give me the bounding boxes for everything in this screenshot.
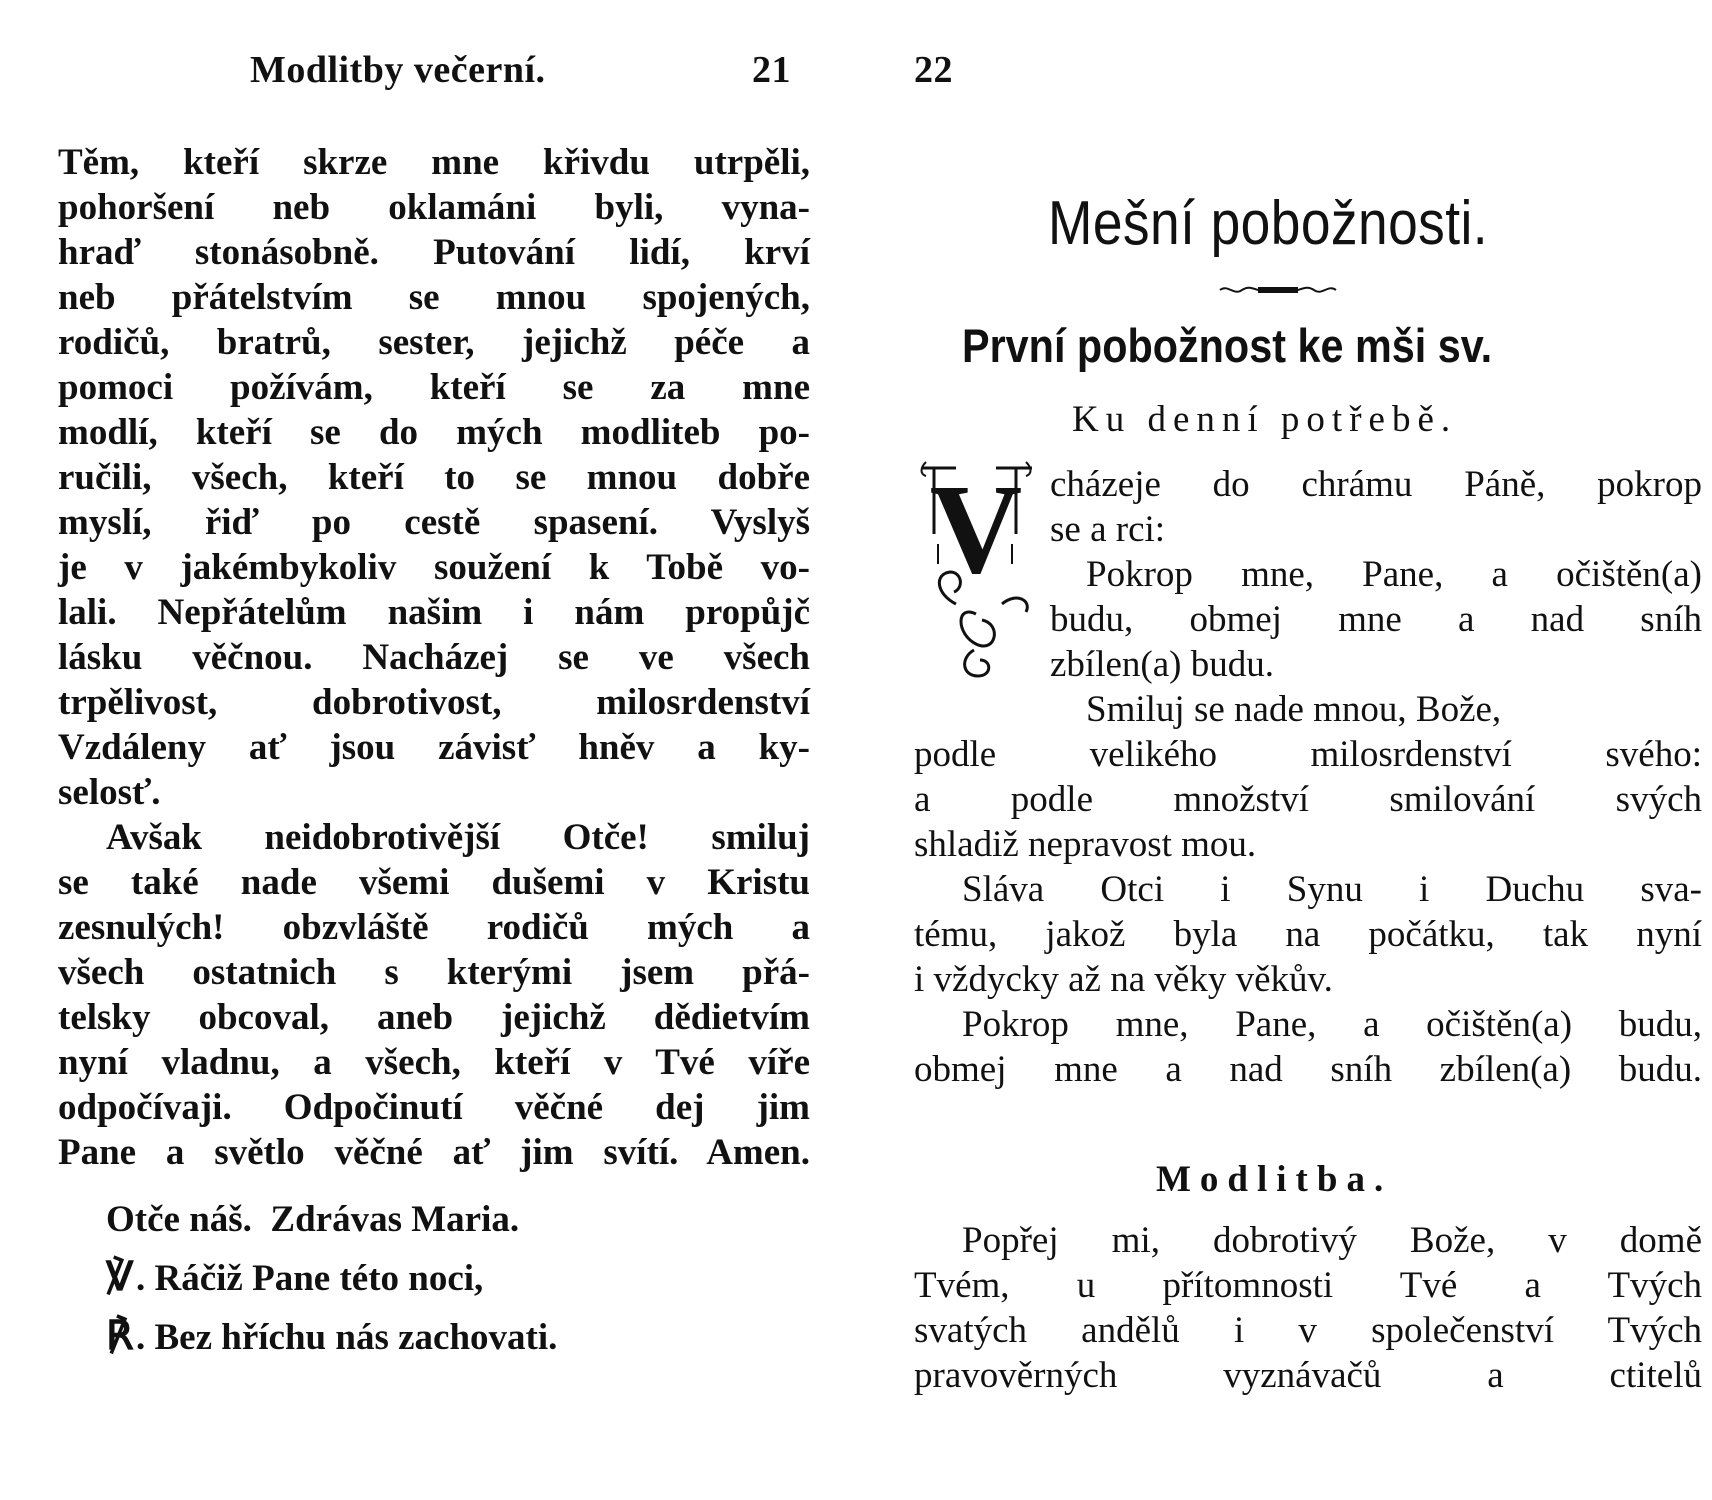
- text-line: Sláva Otci i Synu i Duchu sva-: [962, 869, 1702, 910]
- left-body-text: [58, 140, 810, 1360]
- text-line: zesnulých! obzvláště rodičů mých a: [58, 907, 810, 948]
- response-symbol: ℟: [106, 1313, 134, 1358]
- text-line: rodičů, bratrů, sester, jejichž péče a: [58, 322, 810, 363]
- text-line: se a rci:: [1050, 509, 1166, 550]
- right-body-text: [914, 732, 1702, 1092]
- response-text: . Bez hříchu nás zachovati.: [136, 1317, 558, 1358]
- text-line: Popřej mi, dobrotivý Bože, v domě: [962, 1220, 1702, 1261]
- versicle-text: . Ráčiž Pane této noci,: [136, 1258, 484, 1299]
- section-heading: Modlitba.: [1156, 1159, 1393, 1200]
- page-number-left: 21: [752, 49, 791, 91]
- text-line: i vždycky až na věky věkův.: [914, 959, 1333, 1000]
- text-line: pravověrných vyznávačů a ctitelů: [914, 1355, 1702, 1396]
- text-line: a podle množství smilování svých: [914, 779, 1702, 820]
- running-title: Modlitby večerní.: [250, 49, 546, 91]
- text-line: Pokrop mne, Pane, a očištěn(a) budu,: [962, 1004, 1702, 1045]
- text-line: hraď stonásobně. Putování lidí, krví: [58, 232, 810, 273]
- text-line: Vzdáleny ať jsou závisť hněv a ky-: [58, 727, 810, 768]
- dropcap-letter: V: [929, 458, 1023, 600]
- text-line: odpočívaji. Odpočinutí věčné dej jim: [58, 1087, 810, 1128]
- page-title: Mešní pobožnosti.: [1048, 189, 1489, 258]
- text-line: lali. Nepřátelům našim i nám propůjč: [58, 592, 810, 633]
- text-line: je v jakémbykoliv soužení k Tobě vo-: [58, 547, 810, 588]
- text-line: budu, obmej mne a nad sníh: [1050, 599, 1702, 640]
- text-line: svatých andělů i v společenství Tvých: [914, 1310, 1702, 1351]
- section-subtitle: První pobožnost ke mši sv.: [962, 319, 1493, 372]
- text-line: tému, jakož byla na počátku, tak nyní: [914, 914, 1702, 955]
- prayer-text: [914, 1218, 1702, 1398]
- page-number-right: 22: [914, 49, 953, 91]
- title-flourish-ornament: [1218, 280, 1338, 300]
- text-line: všech ostatnich s kterými jsem přá-: [58, 952, 810, 993]
- response-line: [58, 1313, 810, 1360]
- text-line: se také nade všemi dušemi v Kristu: [58, 862, 810, 903]
- text-line: Pane a světlo věčné ať jim svítí. Amen.: [58, 1132, 810, 1173]
- text-line: telsky obcoval, aneb jejichž dědietvím: [58, 997, 810, 1038]
- prayers-line: Otče náš. Zdrávas Maria.: [106, 1199, 520, 1240]
- text-line: ručili, všech, kteří to se mnou dobře: [58, 457, 810, 498]
- text-line: Tvém, u přítomnosti Tvé a Tvých: [914, 1265, 1702, 1306]
- text-line: trpělivost, dobrotivost, milosrdenství: [58, 682, 810, 723]
- text-line: zbílen(a) budu.: [1050, 644, 1274, 685]
- text-line: selosť.: [58, 772, 161, 813]
- ornamental-dropcap-initial: [916, 454, 1036, 684]
- text-line: lásku věčnou. Nacházej se ve všech: [58, 637, 810, 678]
- text-line: neb přátelstvím se mnou spojených,: [58, 277, 810, 318]
- text-line: Avšak neidobrotivější Otče! smiluj: [106, 817, 810, 858]
- text-line: podle velikého milosrdenství svého:: [914, 734, 1702, 775]
- text-line: obmej mne a nad sníh zbílen(a) budu.: [914, 1049, 1702, 1090]
- text-line: modlí, kteří se do mých modliteb po-: [58, 412, 810, 453]
- text-line: shladiž nepravost mou.: [914, 824, 1257, 865]
- versicle-line: [58, 1254, 810, 1301]
- text-line: Pokrop mne, Pane, a očištěn(a): [1086, 554, 1702, 595]
- right-body-beside-initial: [1050, 462, 1702, 732]
- text-line: cházeje do chrámu Páně, pokrop: [1050, 464, 1702, 505]
- text-line: Smiluj se nade mnou, Bože,: [1086, 689, 1502, 730]
- text-line: Těm, kteří skrze mne křivdu utrpěli,: [58, 142, 810, 183]
- caption: Ku denní potřebě.: [1072, 399, 1458, 440]
- text-line: myslí, řiď po cestě spasení. Vyslyš: [58, 502, 810, 543]
- text-line: nyní vladnu, a všech, kteří v Tvé víře: [58, 1042, 810, 1083]
- right-page: [900, 0, 1712, 1500]
- text-line: pomoci požívám, kteří se za mne: [58, 367, 810, 408]
- text-line: pohoršení neb oklamáni byli, vyna-: [58, 187, 810, 228]
- versicle-symbol: ℣: [106, 1254, 134, 1299]
